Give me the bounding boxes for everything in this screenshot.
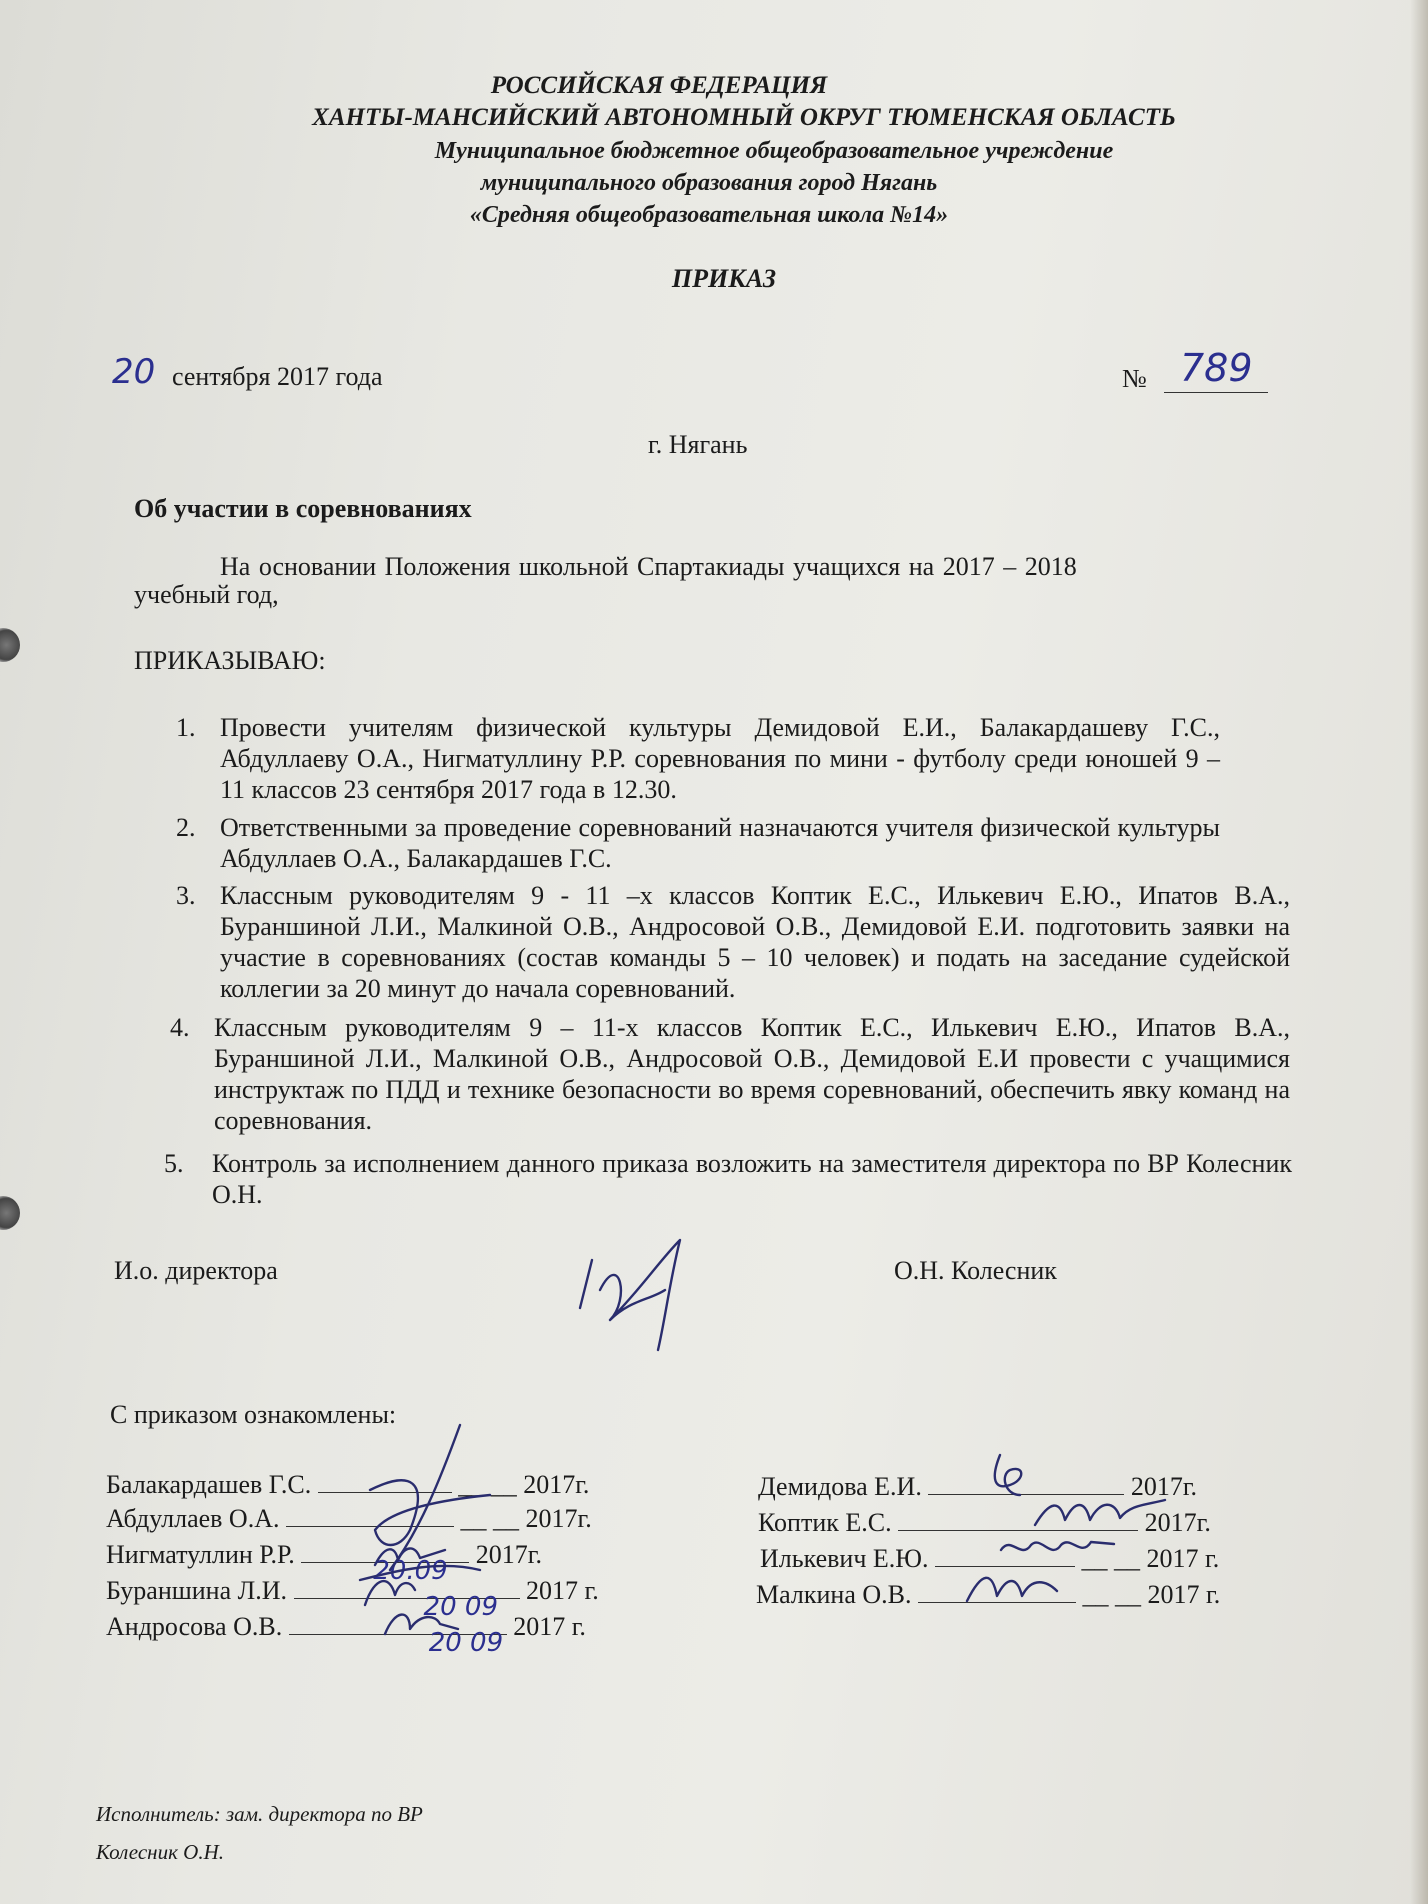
date-tail: __ __ 2017 г.	[1081, 1544, 1220, 1573]
person-name: Абдуллаев О.А.	[106, 1504, 280, 1533]
date-tail: 2017г.	[1144, 1508, 1211, 1537]
preamble-line1: На основании Положения школьной Спартакиады учащихся на 2017 – 2018	[220, 552, 1077, 581]
punch-hole-top	[0, 628, 20, 662]
acquainted-left-row	[106, 1504, 592, 1534]
signature-nigmatullin	[370, 1540, 450, 1570]
date-tail: 2017г.	[1130, 1472, 1198, 1501]
executor-line2: Колесник О.Н.	[96, 1840, 224, 1864]
header-region: ХАНТЫ-МАНСИЙСКИЙ АВТОНОМНЫЙ ОКРУГ ТЮМЕНСКАЯ ОБЛАСТЬ	[312, 104, 1176, 131]
order-item-5	[164, 1148, 1294, 1212]
number-underline	[1164, 392, 1268, 393]
person-name: Илькевич Е.Ю.	[760, 1544, 929, 1573]
date-day-handwritten: 20	[112, 352, 156, 392]
item-number: 2.	[176, 813, 196, 842]
executor-line1: Исполнитель: зам. директора по ВР	[96, 1802, 423, 1826]
order-item-1	[176, 712, 1286, 808]
person-name: Андросова О.В.	[106, 1612, 283, 1641]
item-text: Классным руководителям 9 – 11-х классов Коптик Е.С., Илькевич Е.Ю., Ипатов В.А., Бураншиной Л.И., Малкиной О.В., Андросовой О.В., Демидовой Е.И провести с учащимися инструктаж по ПДД и технике безопасности во время соревнований, обеспечить явку команд на соревнования.	[214, 1013, 1290, 1135]
director-signature	[570, 1230, 730, 1360]
number-label: №	[1122, 364, 1147, 393]
order-item-4	[170, 1012, 1290, 1140]
date-text: сентября 2017 года	[172, 362, 383, 391]
date-tail: 2017 г.	[526, 1576, 599, 1605]
date-tail: __ __ 2017 г.	[1082, 1580, 1221, 1609]
subject-title: Об участии в соревнованиях	[134, 494, 472, 523]
date-tail: 2017г.	[475, 1540, 542, 1569]
item-number: 1.	[176, 713, 196, 742]
punch-hole-bottom	[0, 1196, 20, 1230]
person-name: Нигматуллин Р.Р.	[106, 1540, 295, 1569]
number-handwritten: 789	[1180, 346, 1253, 390]
signatory-position: И.о. директора	[114, 1256, 278, 1285]
date-handwritten: 20 09	[423, 1592, 498, 1622]
document-type-title: ПРИКАЗ	[671, 264, 777, 293]
acquainted-left-row	[106, 1612, 586, 1658]
header-country: РОССИЙСКАЯ ФЕДЕРАЦИЯ	[490, 72, 828, 99]
signature-androsova	[380, 1604, 460, 1644]
acquainted-left-row	[106, 1470, 589, 1500]
signature-ilkevich	[996, 1530, 1116, 1570]
order-word: ПРИКАЗЫВАЮ:	[134, 646, 326, 675]
date-tail: __ __ 2017г.	[458, 1470, 590, 1499]
item-text: Контроль за исполнением данного приказа возложить на заместителя директора по ВР Колесник О.Н.	[212, 1149, 1292, 1209]
item-number: 5.	[164, 1149, 184, 1178]
person-name: Коптик Е.С.	[758, 1508, 892, 1537]
header-school-name: «Средняя общеобразовательная школа №14»	[469, 202, 949, 228]
person-name: Балакардашев Г.С.	[106, 1470, 312, 1499]
city: г. Нягань	[648, 430, 748, 459]
signature-malkina	[962, 1566, 1062, 1606]
item-number: 3.	[176, 881, 196, 910]
person-name: Бураншина Л.И.	[106, 1576, 288, 1605]
item-text: Классным руководителям 9 - 11 –х классов Коптик Е.С., Илькевич Е.Ю., Ипатов В.А., Бураншиной Л.И., Малкиной О.В., Андросовой О.В., Демидовой Е.И. подготовить заявки на участие в соревнованиях (состав команды 5 – 10 человек) и подать на заседание судейской коллегии за 20 минут до начала соревнований.	[220, 881, 1290, 1003]
date-handwritten: 20.09	[373, 1556, 448, 1586]
signature-koptik	[1030, 1490, 1170, 1530]
date-handwritten: 20 09	[428, 1628, 504, 1658]
order-item-3	[176, 880, 1290, 1008]
item-number: 4.	[170, 1013, 190, 1042]
person-name: Демидова Е.И.	[758, 1472, 922, 1501]
date-tail: 2017 г.	[513, 1612, 586, 1641]
item-text: Ответственными за проведение соревнований назначаются учителя физической культуры Абдуллаев О.А., Балакардашев Г.С.	[220, 813, 1220, 873]
order-item-2	[176, 812, 1286, 876]
preamble-line2: учебный год,	[134, 580, 279, 609]
header-institution: Муниципальное бюджетное общеобразовательное учреждение	[434, 138, 1114, 164]
date-tail: __ __ 2017г.	[460, 1504, 592, 1533]
signatory-name: О.Н. Колесник	[894, 1256, 1057, 1285]
item-text: Провести учителям физической культуры Демидовой Е.И., Балакардашеву Г.С., Абдуллаеву О.А., Нигматуллину Р.Р. соревнования по мини - футболу среди юношей 9 – 11 классов 23 сентября 2017 года в 12.30.	[220, 713, 1220, 804]
acquainted-title: С приказом ознакомлены:	[110, 1400, 397, 1429]
header-municipality: муниципального образования город Нягань	[480, 170, 938, 196]
person-name: Малкина О.В.	[756, 1580, 912, 1609]
